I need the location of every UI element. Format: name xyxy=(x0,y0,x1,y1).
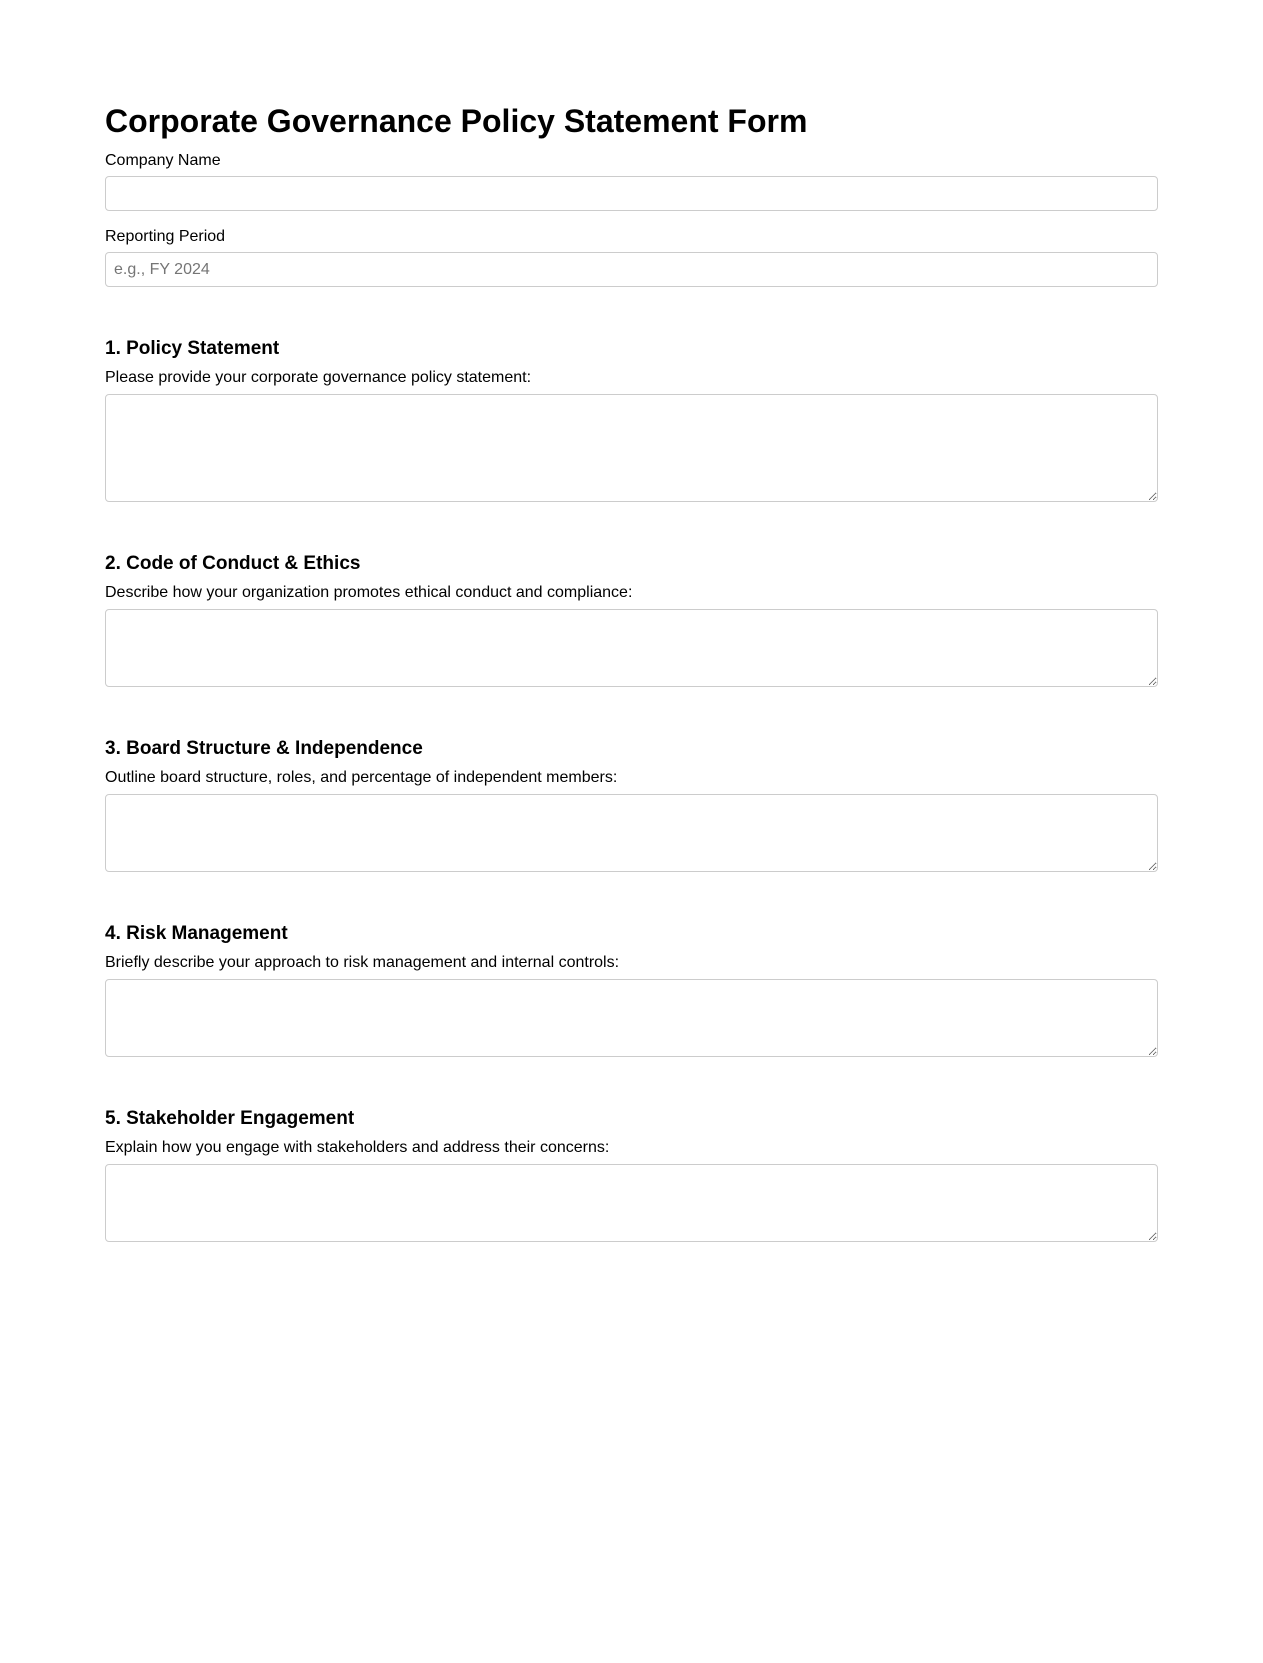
section-code-of-conduct xyxy=(105,553,1158,687)
section-heading: 5. Stakeholder Engagement xyxy=(105,1108,355,1129)
governance-form xyxy=(105,103,1158,1242)
company-name-label: Company Name xyxy=(105,152,221,169)
policy-statement-textarea[interactable] xyxy=(105,394,1158,502)
section-prompt: Outline board structure, roles, and percentage of independent members: xyxy=(105,769,618,786)
section-prompt: Describe how your organization promotes ethical conduct and compliance: xyxy=(105,584,633,601)
section-prompt: Briefly describe your approach to risk management and internal controls: xyxy=(105,954,620,971)
section-stakeholder-engagement xyxy=(105,1108,1158,1242)
risk-management-textarea[interactable] xyxy=(105,979,1158,1057)
reporting-period-label: Reporting Period xyxy=(105,228,226,245)
board-structure-textarea[interactable] xyxy=(105,794,1158,872)
section-prompt: Please provide your corporate governance policy statement: xyxy=(105,369,532,386)
page-title: Corporate Governance Policy Statement Form xyxy=(105,103,808,139)
section-heading: 4. Risk Management xyxy=(105,923,288,944)
section-board-structure xyxy=(105,738,1158,872)
section-heading: 1. Policy Statement xyxy=(105,338,280,359)
section-heading: 3. Board Structure & Independence xyxy=(105,738,423,759)
company-name-input[interactable] xyxy=(105,176,1158,211)
section-policy-statement xyxy=(105,338,1158,502)
stakeholder-engagement-textarea[interactable] xyxy=(105,1164,1158,1242)
section-risk-management xyxy=(105,923,1158,1057)
reporting-period-input[interactable] xyxy=(105,252,1158,287)
section-prompt: Explain how you engage with stakeholders and address their concerns: xyxy=(105,1139,610,1156)
code-of-conduct-textarea[interactable] xyxy=(105,609,1158,687)
section-heading: 2. Code of Conduct & Ethics xyxy=(105,553,361,574)
